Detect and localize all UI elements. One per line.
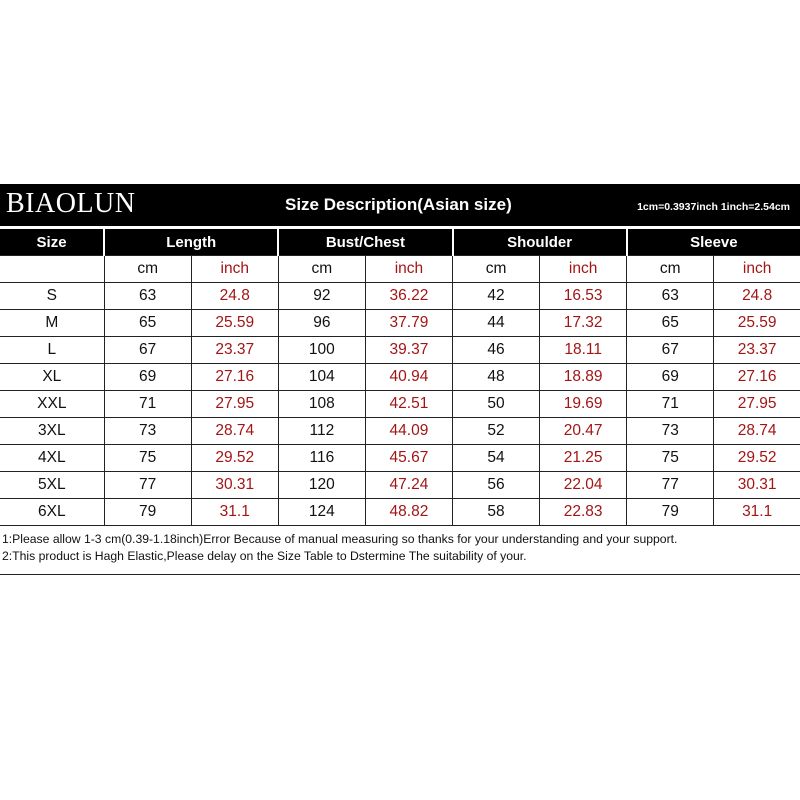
size-table [0, 229, 800, 526]
value-cell-shoulder-cm: 50 [453, 391, 540, 418]
value-cell-bust-in: 45.67 [365, 445, 452, 472]
table-row [0, 418, 800, 445]
unit-cell-blank [0, 256, 104, 283]
value-cell-sleeve-in: 27.16 [714, 364, 800, 391]
value-cell-shoulder-in: 22.83 [540, 499, 627, 526]
size-label-cell: XL [0, 364, 104, 391]
value-cell-length-in: 27.95 [191, 391, 278, 418]
value-cell-length-in: 28.74 [191, 418, 278, 445]
value-cell-bust-in: 37.79 [365, 310, 452, 337]
size-label-cell: 5XL [0, 472, 104, 499]
value-cell-bust-cm: 108 [278, 391, 365, 418]
unit-conversion-note: 1cm=0.3937inch 1inch=2.54cm [637, 201, 790, 213]
value-cell-bust-in: 40.94 [365, 364, 452, 391]
value-cell-bust-in: 47.24 [365, 472, 452, 499]
table-row [0, 364, 800, 391]
title-bar [0, 184, 800, 226]
table-row [0, 283, 800, 310]
size-chart [0, 184, 800, 575]
value-cell-shoulder-in: 18.11 [540, 337, 627, 364]
table-row [0, 310, 800, 337]
column-header-row [0, 229, 800, 256]
value-cell-sleeve-cm: 71 [627, 391, 714, 418]
value-cell-length-cm: 75 [104, 445, 191, 472]
size-label-cell: L [0, 337, 104, 364]
value-cell-bust-in: 39.37 [365, 337, 452, 364]
unit-cell-cm: cm [627, 256, 714, 283]
unit-cell-inch: inch [540, 256, 627, 283]
value-cell-sleeve-in: 27.95 [714, 391, 800, 418]
value-cell-bust-cm: 100 [278, 337, 365, 364]
value-cell-length-in: 30.31 [191, 472, 278, 499]
table-row [0, 337, 800, 364]
unit-row [0, 256, 800, 283]
value-cell-bust-in: 36.22 [365, 283, 452, 310]
note-1: 1:Please allow 1-3 cm(0.39-1.18inch)Error Because of manual measuring so thanks for your understanding and your support. [2, 532, 678, 546]
notes [0, 526, 800, 565]
value-cell-length-in: 23.37 [191, 337, 278, 364]
value-cell-sleeve-cm: 65 [627, 310, 714, 337]
value-cell-length-in: 25.59 [191, 310, 278, 337]
divider [0, 574, 800, 575]
size-label-cell: S [0, 283, 104, 310]
unit-cell-inch: inch [191, 256, 278, 283]
value-cell-shoulder-in: 20.47 [540, 418, 627, 445]
value-cell-length-cm: 73 [104, 418, 191, 445]
value-cell-shoulder-cm: 48 [453, 364, 540, 391]
table-row [0, 391, 800, 418]
value-cell-sleeve-cm: 67 [627, 337, 714, 364]
column-header-length: Length [104, 229, 278, 256]
unit-cell-inch: inch [714, 256, 800, 283]
value-cell-shoulder-cm: 56 [453, 472, 540, 499]
value-cell-shoulder-in: 18.89 [540, 364, 627, 391]
value-cell-length-cm: 65 [104, 310, 191, 337]
value-cell-sleeve-in: 23.37 [714, 337, 800, 364]
value-cell-shoulder-in: 22.04 [540, 472, 627, 499]
value-cell-bust-cm: 112 [278, 418, 365, 445]
value-cell-shoulder-cm: 42 [453, 283, 540, 310]
size-label-cell: 6XL [0, 499, 104, 526]
value-cell-sleeve-cm: 69 [627, 364, 714, 391]
value-cell-sleeve-cm: 63 [627, 283, 714, 310]
value-cell-length-cm: 71 [104, 391, 191, 418]
column-header-shoulder: Shoulder [453, 229, 627, 256]
value-cell-bust-in: 44.09 [365, 418, 452, 445]
value-cell-shoulder-in: 17.32 [540, 310, 627, 337]
value-cell-bust-cm: 116 [278, 445, 365, 472]
value-cell-shoulder-cm: 52 [453, 418, 540, 445]
unit-cell-cm: cm [278, 256, 365, 283]
value-cell-sleeve-cm: 75 [627, 445, 714, 472]
value-cell-bust-cm: 92 [278, 283, 365, 310]
value-cell-length-cm: 77 [104, 472, 191, 499]
value-cell-length-cm: 69 [104, 364, 191, 391]
table-row [0, 499, 800, 526]
value-cell-length-cm: 63 [104, 283, 191, 310]
value-cell-bust-in: 48.82 [365, 499, 452, 526]
value-cell-bust-cm: 104 [278, 364, 365, 391]
value-cell-bust-cm: 124 [278, 499, 365, 526]
value-cell-bust-in: 42.51 [365, 391, 452, 418]
value-cell-shoulder-cm: 46 [453, 337, 540, 364]
chart-title: Size Description(Asian size) [285, 195, 512, 214]
value-cell-length-in: 27.16 [191, 364, 278, 391]
value-cell-length-in: 31.1 [191, 499, 278, 526]
value-cell-length-in: 29.52 [191, 445, 278, 472]
value-cell-shoulder-in: 16.53 [540, 283, 627, 310]
note-2: 2:This product is Hagh Elastic,Please delay on the Size Table to Dstermine The suitability of your. [2, 549, 527, 563]
table-row [0, 472, 800, 499]
value-cell-sleeve-in: 29.52 [714, 445, 800, 472]
value-cell-shoulder-in: 19.69 [540, 391, 627, 418]
value-cell-sleeve-in: 28.74 [714, 418, 800, 445]
unit-cell-inch: inch [365, 256, 452, 283]
value-cell-shoulder-cm: 44 [453, 310, 540, 337]
value-cell-shoulder-cm: 58 [453, 499, 540, 526]
value-cell-length-cm: 67 [104, 337, 191, 364]
table-row [0, 445, 800, 472]
brand-logo: BIAOLUN [6, 188, 136, 219]
value-cell-length-cm: 79 [104, 499, 191, 526]
value-cell-sleeve-in: 31.1 [714, 499, 800, 526]
value-cell-bust-cm: 120 [278, 472, 365, 499]
unit-cell-cm: cm [453, 256, 540, 283]
column-header-size: Size [0, 229, 104, 256]
value-cell-sleeve-in: 25.59 [714, 310, 800, 337]
size-label-cell: M [0, 310, 104, 337]
column-header-sleeve: Sleeve [627, 229, 800, 256]
value-cell-shoulder-in: 21.25 [540, 445, 627, 472]
size-label-cell: 3XL [0, 418, 104, 445]
value-cell-bust-cm: 96 [278, 310, 365, 337]
value-cell-length-in: 24.8 [191, 283, 278, 310]
value-cell-sleeve-in: 24.8 [714, 283, 800, 310]
value-cell-sleeve-cm: 79 [627, 499, 714, 526]
value-cell-shoulder-cm: 54 [453, 445, 540, 472]
unit-cell-cm: cm [104, 256, 191, 283]
size-label-cell: XXL [0, 391, 104, 418]
value-cell-sleeve-cm: 73 [627, 418, 714, 445]
value-cell-sleeve-in: 30.31 [714, 472, 800, 499]
size-label-cell: 4XL [0, 445, 104, 472]
column-header-bust: Bust/Chest [278, 229, 452, 256]
value-cell-sleeve-cm: 77 [627, 472, 714, 499]
